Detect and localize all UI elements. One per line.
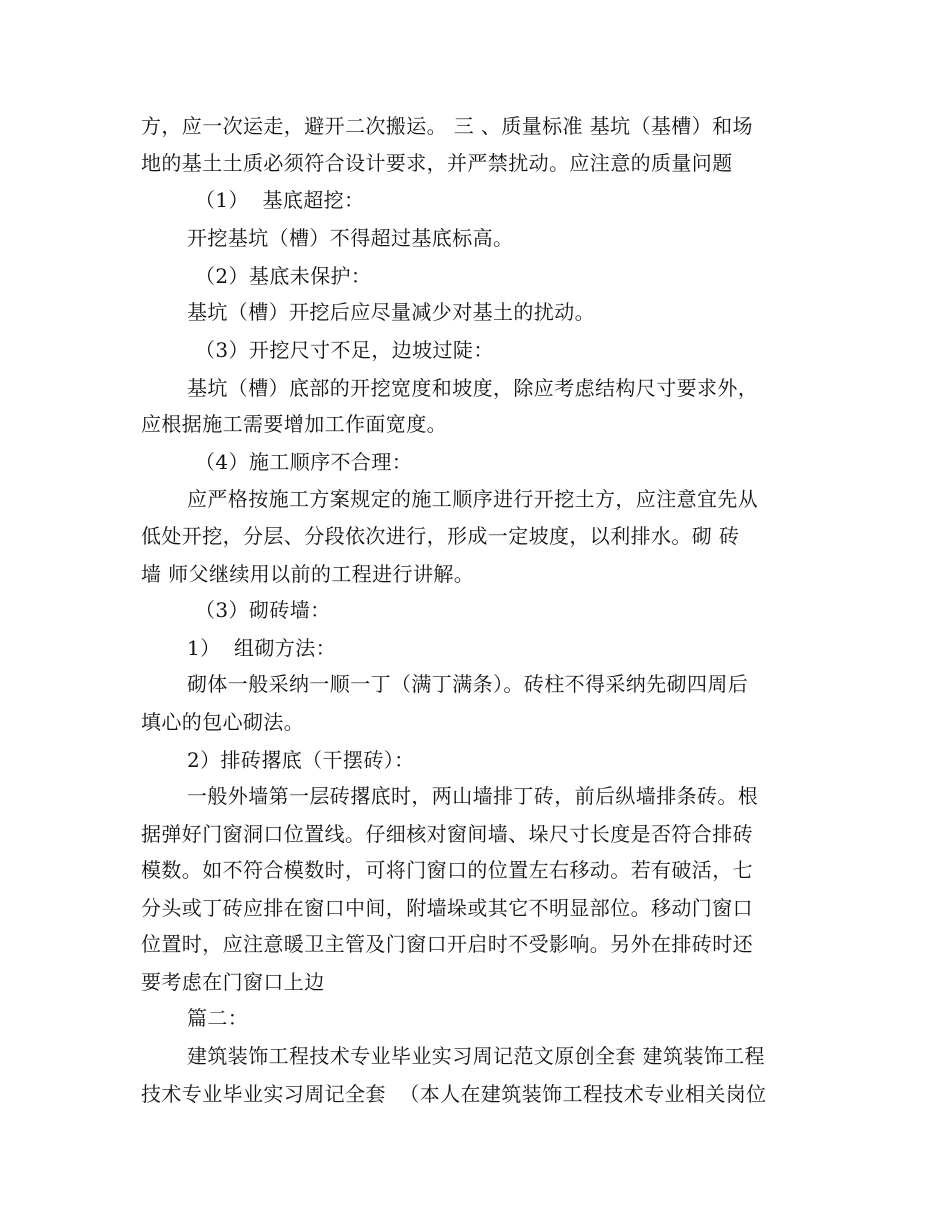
heading-line: （3）砌砖墙： <box>195 598 331 622</box>
heading-line: （3）开挖尺寸不足，边坡过陡： <box>195 338 494 362</box>
text-line: 一般外墙第一层砖撂底时，两山墙排丁砖，前后纵墙排条砖。根 <box>187 784 759 808</box>
text-line: 建筑装饰工程技术专业毕业实习周记范文原创全套 建筑装饰工程 <box>187 1044 765 1068</box>
text-line: 技术专业毕业实习周记全套 （本人在建筑装饰工程技术专业相关岗位 <box>141 1082 767 1106</box>
text-line: 应严格按施工方案规定的施工顺序进行开挖土方，应注意宜先从 <box>187 487 759 511</box>
heading-line: （1） 基底超挖： <box>195 188 365 212</box>
heading-line: （2）基底未保护： <box>195 264 372 288</box>
text-line: 填心的包心砌法。 <box>141 710 305 734</box>
text-line: 基坑（槽）底部的开挖宽度和坡度，除应考虑结构尺寸要求外， <box>187 376 759 400</box>
text-line: 开挖基坑（槽）不得超过基底标高。 <box>187 226 514 250</box>
text-line: 地的基土土质必须符合设计要求，并严禁扰动。应注意的质量问题 <box>141 151 733 175</box>
text-line: 低处开挖，分层、分段依次进行，形成一定坡度，以利排水。砌 砖 <box>141 524 740 548</box>
text-line: 墙 师父继续用以前的工程进行讲解。 <box>141 562 475 586</box>
text-line: 要考虑在门窗口上边 <box>141 970 325 994</box>
text-line: 位置时，应注意暖卫主管及门窗口开启时不受影响。另外在排砖时还 <box>141 932 753 956</box>
heading-line: （4）施工顺序不合理： <box>195 450 413 474</box>
text-line: 应根据施工需要增加工作面宽度。 <box>141 412 447 436</box>
heading-line: 1） 组砌方法： <box>187 636 337 660</box>
text-line: 据弹好门窗洞口位置线。仔细核对窗间墙、垛尺寸长度是否符合排砖 <box>141 822 753 846</box>
text-line: 分头或丁砖应排在窗口中间，附墙垛或其它不明显部位。移动门窗口 <box>141 896 753 920</box>
heading-line: 2）排砖撂底（干摆砖）： <box>187 748 415 772</box>
text-line: 砌体一般采纳一顺一丁（满丁满条）。砖柱不得采纳先砌四周后 <box>187 672 749 696</box>
text-line: 方，应一次运走，避开二次搬运。 三 、质量标准 基坑（基槽）和场 <box>141 114 753 138</box>
text-line: 基坑（槽）开挖后应尽量减少对基土的扰动。 <box>187 300 595 324</box>
text-line: 模数。如不符合模数时，可将门窗口的位置左右移动。若有破活，七 <box>141 858 753 882</box>
section-heading: 篇二： <box>187 1006 249 1030</box>
